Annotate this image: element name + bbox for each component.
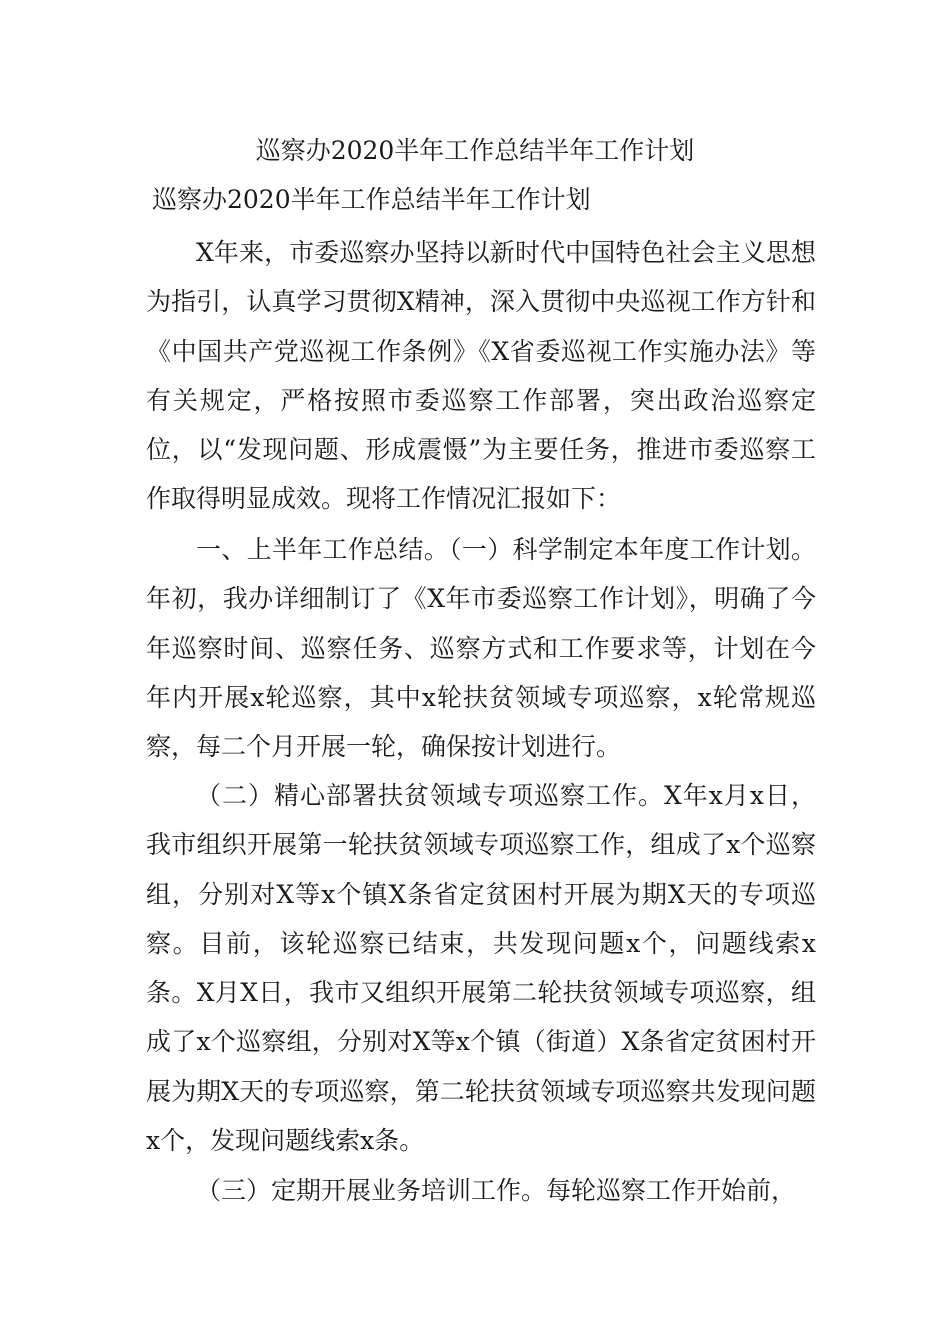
paragraph-section-3: （三）定期开展业务培训工作。每轮巡察工作开始前， <box>196 1176 797 1205</box>
document-title: 巡察办2020半年工作总结半年工作计划 <box>255 136 695 165</box>
paragraph-section-2: （二）精心部署扶贫领域专项巡察工作。X年x月x日，我市组织开展第一轮扶贫领域专项巡察工作，组成了x个巡察组，分别对X等x个镇X条省定贫困村开展为期X天的专项巡察。目前，该轮巡察已结束，共发现问题x个，问题线索x条。X月X日，我市又组织开展第二轮扶贫领域专项巡察，组成了x个巡察组，分别对X等x个镇（街道）X条省定贫困村开展为期X天的专项巡察，第二轮扶贫领域专项巡察共发现问题x个，发现问题线索x条。 <box>146 781 816 1156</box>
document-subtitle: 巡察办2020半年工作总结半年工作计划 <box>152 185 591 214</box>
paragraph-section-1: 一、上半年工作总结。（一）科学制定本年度工作计划。年初，我办详细制订了《X年市委巡察工作计划》，明确了今年巡察时间、巡察任务、巡察方式和工作要求等，计划在今年内开展x轮巡察，其中x轮扶贫领域专项巡察，x轮常规巡察，每二个月开展一轮，确保按计划进行。 <box>146 535 816 762</box>
paragraph-intro: X年来，市委巡察办坚持以新时代中国特色社会主义思想为指引，认真学习贯彻X精神，深入贯彻中央巡视工作方针和《中国共产党巡视工作条例》《X省委巡视工作实施办法》等有关规定，严格按照市委巡察工作部署，突出政治巡察定位，以“发现问题、形成震慑”为主要任务，推进市委巡察工作取得明显成效。现将工作情况汇报如下： <box>146 238 816 514</box>
